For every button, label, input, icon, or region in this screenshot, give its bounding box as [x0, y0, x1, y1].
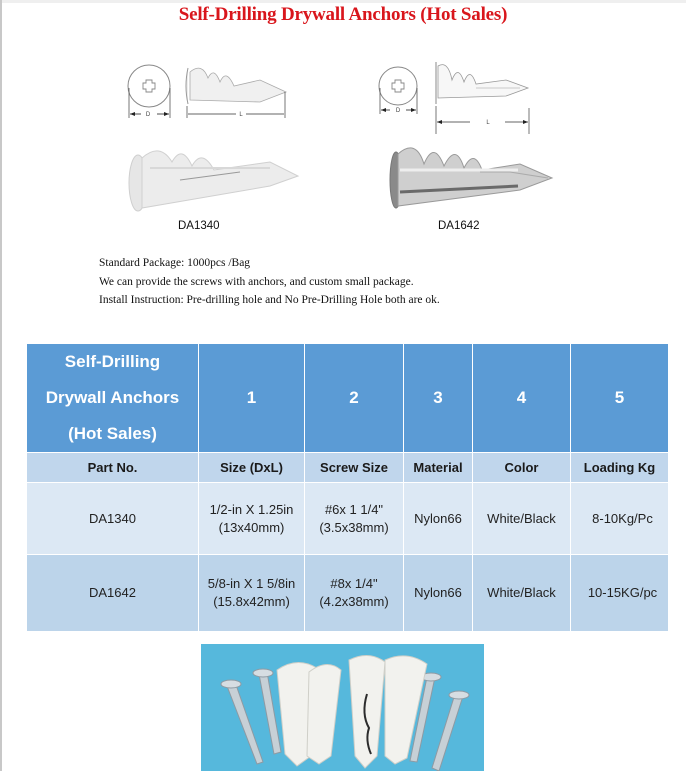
column-number: 1 [199, 344, 305, 453]
cell-color: White/Black [473, 483, 571, 555]
note-screws-custom-package: We can provide the screws with anchors, and custom small package. [99, 275, 414, 288]
product-notes [99, 254, 440, 310]
product-da1340-figure [120, 58, 310, 233]
product-label-da1340: DA1340 [178, 220, 220, 232]
anchor-head-diagram-icon [370, 58, 560, 233]
table-title-line: Self-Drilling [64, 352, 161, 371]
column-number: 4 [473, 344, 571, 453]
cell-screw-imperial: #6x 1 1/4" [324, 501, 384, 517]
cell-size-metric: (15.8x42mm) [213, 594, 290, 609]
cell-size [199, 555, 305, 632]
cell-material: Nylon66 [404, 483, 473, 555]
table-row [27, 555, 669, 632]
spec-table [26, 343, 669, 632]
cell-screw-size [305, 483, 404, 555]
column-number: 5 [571, 344, 669, 453]
column-header-part-no: Part No. [27, 453, 199, 483]
column-number: 3 [404, 344, 473, 453]
note-standard-package: Standard Package: 1000pcs /Bag [99, 257, 251, 269]
cell-size-metric: (13x40mm) [218, 519, 285, 535]
note-install-instruction: Install Instruction: Pre-drilling hole and No Pre-Drilling Hole both are ok. [99, 294, 440, 306]
column-header-loading: Loading Kg [571, 453, 669, 483]
cell-size [199, 483, 305, 555]
table-row [27, 483, 669, 555]
column-header-screw-size: Screw Size [305, 453, 404, 483]
table-column-headers [27, 453, 669, 483]
page-title: Self-Drilling Drywall Anchors (Hot Sales) [178, 4, 508, 25]
table-header-row [27, 344, 669, 453]
table-title-line: Drywall Anchors [45, 388, 180, 407]
anchors-and-screws-image-icon [201, 644, 484, 771]
product-label-da1642: DA1642 [438, 220, 480, 232]
table-title-cell [27, 344, 199, 453]
svg-text:L: L [239, 112, 243, 118]
cell-screw-imperial: #8x 1/4" [330, 576, 378, 591]
cell-screw-metric: (4.2x38mm) [319, 594, 389, 609]
cell-part-no: DA1340 [27, 483, 199, 555]
table-title-line: (Hot Sales) [68, 424, 157, 443]
column-number: 2 [305, 344, 404, 453]
cell-part-no: DA1642 [27, 555, 199, 632]
svg-text:D: D [395, 108, 401, 114]
column-header-size: Size (DxL) [199, 453, 305, 483]
column-header-color: Color [473, 453, 571, 483]
product-photo [201, 644, 484, 771]
cell-material: Nylon66 [404, 555, 473, 632]
cell-loading: 10-15KG/pc [571, 555, 669, 632]
cell-screw-metric: (3.5x38mm) [319, 519, 389, 535]
svg-text:L: L [486, 120, 490, 126]
anchor-head-diagram-icon [120, 58, 310, 233]
cell-size-imperial: 1/2-in X 1.25in [209, 501, 294, 517]
cell-size-imperial: 5/8-in X 1 5/8in [207, 576, 296, 591]
cell-color: White/Black [473, 555, 571, 632]
cell-screw-size [305, 555, 404, 632]
svg-text:D: D [145, 112, 151, 118]
product-da1642-figure [370, 58, 560, 233]
page-left-edge [0, 0, 2, 771]
cell-loading: 8-10Kg/Pc [571, 483, 669, 555]
page-top-edge [0, 0, 686, 3]
column-header-material: Material [404, 453, 473, 483]
